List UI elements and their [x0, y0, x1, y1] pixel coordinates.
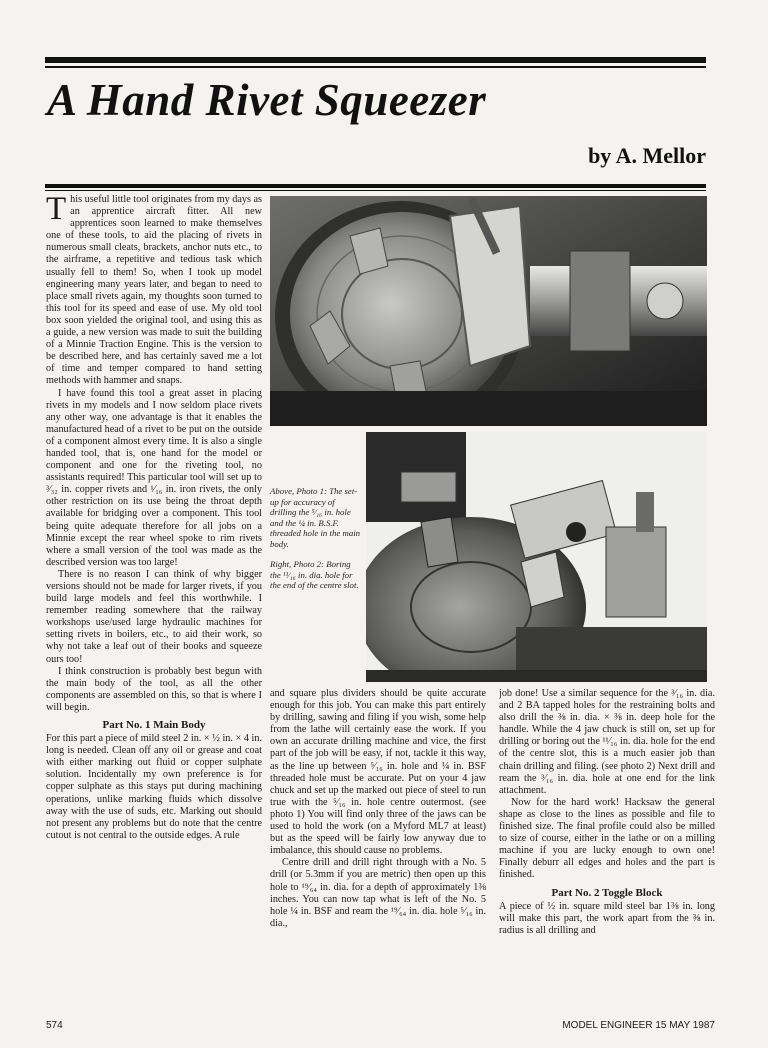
magazine-issue: MODEL ENGINEER 15 MAY 1987 [562, 1020, 715, 1031]
photo-1-image [270, 196, 707, 426]
paragraph: For this part a piece of mild steel 2 in. × ½ in. × 4 in. long is needed. Clean off any oil or grease and coat with either marking out fluid or copper sulphate solution. Incidentally my own preference is for copper sulphate as this stays put during machining operations, unlike marking fluids which dissolve away with the use of suds, etc. Marking out should not present any problems but do note that the centre cutout is not central to the outside edges. A rule [46, 733, 262, 841]
paragraph: There is no reason I can think of why bigger versions should not be made for larger rivets, if you build large models and feel this worthwhile. I remember reading somewhere that the railway workshops use/used large hydraulic machines for setting rivets in boilers, etc., to aid their work, so why not take a leaf out of their books and squeeze ours too! [46, 568, 262, 665]
paragraph: job done! Use a similar sequence for the ³⁄₁₆ in. dia. and 2 BA tapped holes for the restraining bolts and also drill the ⅜ in. dia. × ⅜ in. deep hole for the handle. While the 4 jaw chuck is still on, set up for drilling or boring out the ¹¹⁄₁₆ in. dia. hole for the end of the centre slot, this is a much easier job than chain drilling and filing. (see photo 2) Next drill and ream the ³⁄₁₆ in. dia. hole at one end for the link attachment. [499, 688, 715, 796]
photo-2-image [366, 432, 707, 682]
title-rule [45, 184, 706, 188]
caption-photo-2: Right, Photo 2: Boring the ¹¹⁄₁₆ in. dia. hole for the end of the centre slot. [270, 559, 359, 590]
drop-cap: T [46, 194, 67, 227]
byline: by A. Mellor [588, 143, 706, 168]
paragraph: and square plus dividers should be quite accurate enough for this job. You can make this part entirely by drilling, sawing and filing if you wish, some help from the lathe will certainly ease the work. If you own an accurate drilling machine and vice, the first part of the job will be easy, if not, tackle it this way, as the line up between ⁵⁄₁₆ in. hole and ¼ in. BSF threaded hole must be accurate. Put on your 4 jaw chuck and set up the marked out piece of steel to run true with the ⁵⁄₁₆ in. hole centre outermost. (see photo 1) You will find only three of the jaws can be used to hold the work (on a Myford ML7 at least) but as the speed will be fairly low anyway due to imbalance, this should cause no problems. [270, 688, 486, 857]
photo-captions [270, 486, 362, 601]
paragraph: A piece of ½ in. square mild steel bar 1⅜ in. long will make this part, the work apart from the ⅜ in. radius is all drilling and [499, 900, 715, 936]
photo-1-lathe-chuck [270, 196, 707, 426]
column-2 [270, 688, 486, 988]
photo-2-boring-setup [366, 432, 707, 682]
column-3 [499, 688, 715, 988]
top-rule-thin [45, 66, 706, 68]
column-1 [46, 194, 262, 984]
paragraph: Centre drill and drill right through with a No. 5 drill (or 5.3mm if you are metric) then open up this hole to ¹⁹⁄₆₄ in. dia. for a depth of approximately 1⅜ inches. You can now tap what is left of the No. 5 hole ¼ in. BSF and ream the ¹⁹⁄₆₄ in. dia. hole ⁵⁄₁₆ in. dia., [270, 857, 486, 929]
paragraph: I think construction is probably best begun with the main body of the tool, as all the other components are assembled on this, so that is where I will begin. [46, 665, 262, 713]
intro-paragraph [46, 194, 262, 388]
title-rule-thin [45, 190, 706, 191]
paragraph: I have found this tool a great asset in placing rivets in my models and I now seldom place rivets any other way, one advantage is that it enables the manufactured head of a rivet to be put on the outside of a component almost every time. It is also a single handed tool, that is, one hand for the model or component and one for the riveting tool, no assistants required! This particular tool will set up to ³⁄₃₂ in. copper rivets and ¹⁄₁₆ in. iron rivets, the only other restriction on its use being the throat depth available for bridging over a component. This tool being quite adequate therefore for all jobs on a Minnie except the rear wheel spoke to rim rivets where a small version of the tool was made as the described version was too large! [46, 387, 262, 568]
intro-text: his useful little tool originates from my days as an apprentice aircraft fitter. All new apprentices soon learned to make themselves one of these tools, to aid the placing of rivets in numerous small cleats, brackets, anchor nuts etc., to the airframe, a repetitive and tedious task which usually fell to them! So, when I took up model engineering many years later, and began to need to place small rivets again, my thoughts soon turned to this tool for its speed and ease of use. My old tool box soon yielded the original tool, and using this as a guide, a new version was made to suit the building of a Minnie Traction Engine. This is the version to be described here, and has certainly saved me a lot of time and temper compared to hand setting methods with hammer and snaps. [46, 194, 262, 387]
section-heading: Part No. 1 Main Body [102, 719, 206, 732]
page-number: 574 [46, 1020, 63, 1031]
caption-photo-1: Above, Photo 1: The set-up for accuracy of drilling the ⁵⁄₁₆ in. hole and the ¼ in. B.S.F. threaded hole in the main body. [270, 486, 361, 549]
section-heading: Part No. 2 Toggle Block [551, 886, 663, 899]
top-rule [45, 57, 706, 63]
article-title: A Hand Rivet Squeezer [47, 75, 487, 125]
paragraph: Now for the hard work! Hacksaw the general shape as close to the lines as possible and file to finished size. The final profile could also be milled to size of course, either in the lathe or on a milling machine if you are lucky enough to own one! Finally deburr all edges and holes and the part is finished. [499, 796, 715, 881]
